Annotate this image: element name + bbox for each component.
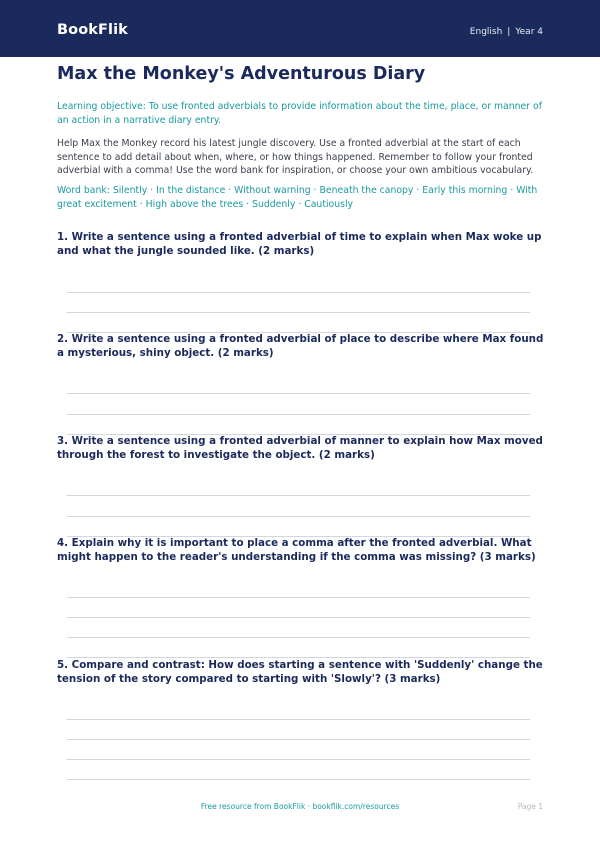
answer-line[interactable] [67, 637, 530, 638]
meta-separator: | [507, 27, 511, 37]
answer-line[interactable] [67, 779, 530, 780]
page-number: Page 1 [517, 802, 543, 811]
answer-line[interactable] [67, 739, 530, 740]
answer-line[interactable] [67, 597, 530, 598]
answer-line[interactable] [67, 292, 530, 293]
question-1: 1. Write a sentence using a fronted adverbial of time to explain when Max woke up and what the jungle sounded like. (2 marks) [57, 231, 542, 257]
learning-objective: Learning objective: To use fronted adverbials to provide information about the time, place, or manner of an action in a narrative diary entry. [57, 101, 542, 126]
worksheet-title: Max the Monkey's Adventurous Diary [57, 64, 426, 84]
question-4: 4. Explain why it is important to place a comma after the fronted adverbial. What might happen to the reader's understanding if the comma was missing? (3 marks) [57, 537, 536, 563]
header-meta [470, 27, 543, 37]
answer-line[interactable] [67, 414, 530, 415]
year-label: Year 4 [515, 27, 543, 37]
answer-line[interactable] [67, 759, 530, 760]
answer-line[interactable] [67, 719, 530, 720]
word-bank: Word bank: Silently · In the distance · Without warning · Beneath the canopy · Early this morning · With great excitement · High above the trees · Suddenly · Cautiously [57, 185, 538, 210]
intro-paragraph: Help Max the Monkey record his latest jungle discovery. Use a fronted adverbial at the start of each sentence to add detail about when, where, or how things happened. Remember to follow your fronted adverbial with a comma! Use the word bank for inspiration, or choose your own ambitious vocabulary. [57, 138, 534, 176]
header-bar [0, 0, 600, 57]
answer-line[interactable] [67, 495, 530, 496]
question-2: 2. Write a sentence using a fronted adverbial of place to describe where Max found a mysterious, shiny object. (2 marks) [57, 333, 544, 359]
brand-logo-text[interactable]: BookFlik [57, 22, 128, 38]
answer-line[interactable] [67, 617, 530, 618]
answer-line[interactable] [67, 312, 530, 313]
question-3: 3. Write a sentence using a fronted adverbial of manner to explain how Max moved through the forest to investigate the object. (2 marks) [57, 435, 543, 461]
answer-line[interactable] [67, 516, 530, 517]
footer-credit[interactable]: Free resource from BookFlik · bookflik.com/resources [200, 802, 400, 811]
answer-line[interactable] [67, 393, 530, 394]
subject-label: English [469, 27, 503, 37]
question-5: 5. Compare and contrast: How does starting a sentence with 'Suddenly' change the tension of the story compared to starting with 'Slowly'? (3 marks) [57, 659, 543, 685]
